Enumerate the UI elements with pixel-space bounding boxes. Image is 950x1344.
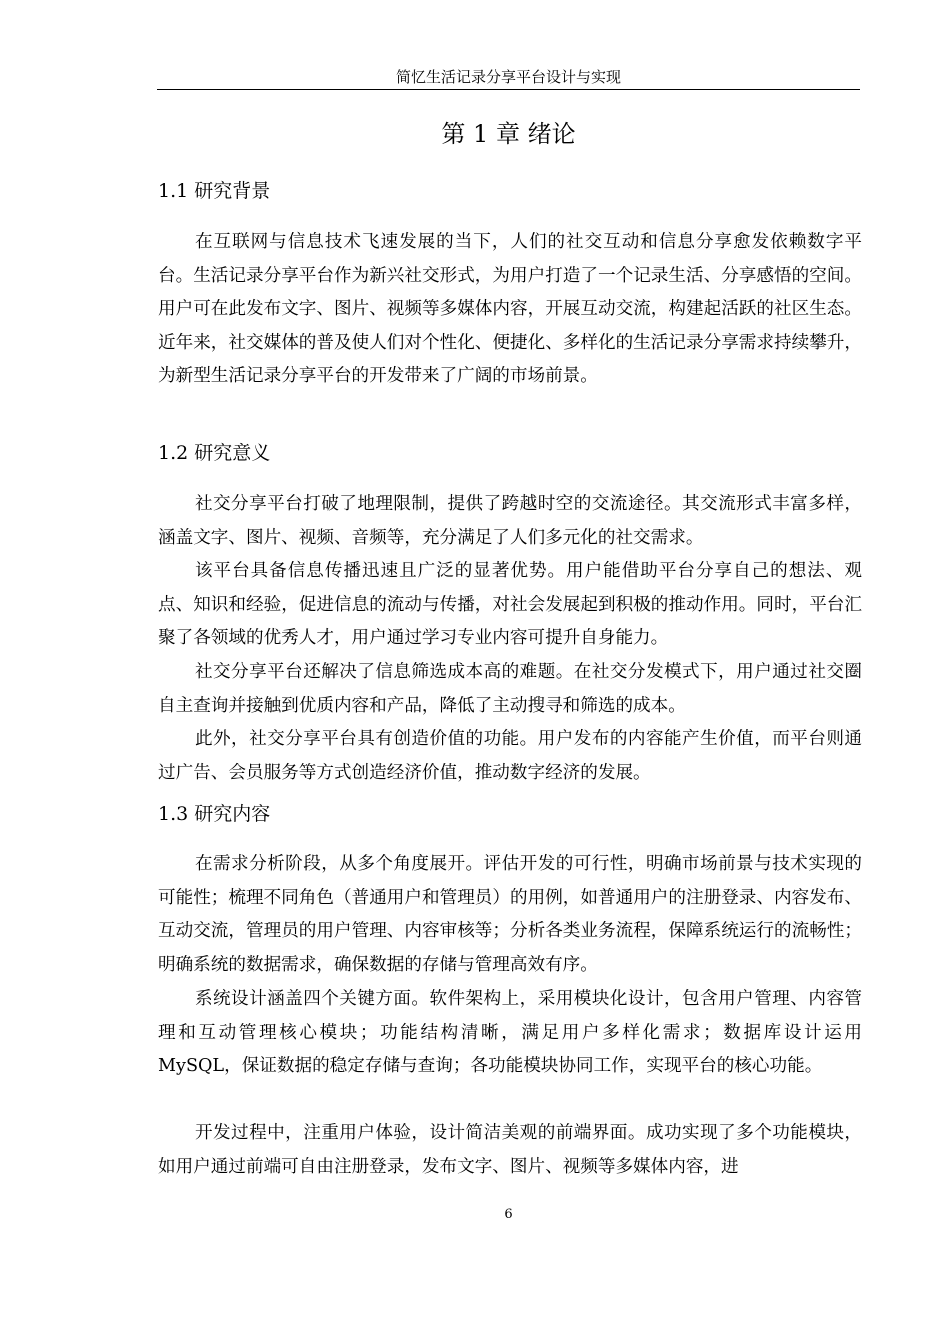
paragraph: 此外，社交分享平台具有创造价值的功能。用户发布的内容能产生价值，而平台则通过广告、会员服务等方式创造经济价值，推动数字经济的发展。: [158, 729, 862, 783]
chapter-title: 第 1 章 绪论: [441, 120, 576, 148]
paragraph: 开发过程中，注重用户体验，设计简洁美观的前端界面。成功实现了多个功能模块，如用户通过前端可自由注册登录，发布文字、图片、视频等多媒体内容，进: [158, 1123, 862, 1177]
header-rule: [157, 89, 860, 90]
paragraph: 该平台具备信息传播迅速且广泛的显著优势。用户能借助平台分享自己的想法、观点、知识和经验，促进信息的流动与传播，对社会发展起到积极的推动作用。同时，平台汇聚了各领域的优秀人才，用户通过学习专业内容可提升自身能力。: [158, 561, 862, 649]
paragraph: 社交分享平台打破了地理限制，提供了跨越时空的交流途径。其交流形式丰富多样，涵盖文字、图片、视频、音频等，充分满足了人们多元化的社交需求。: [158, 494, 862, 548]
section-heading-1-1: 1.1 研究背景: [158, 180, 271, 202]
running-header: 简忆生活记录分享平台设计与实现: [395, 68, 621, 86]
paragraph: 社交分享平台还解决了信息筛选成本高的难题。在社交分发模式下，用户通过社交圈自主查询并接触到优质内容和产品，降低了主动搜寻和筛选的成本。: [158, 662, 862, 716]
section-heading-1-2: 1.2 研究意义: [158, 442, 271, 464]
paragraph: 在互联网与信息技术飞速发展的当下，人们的社交互动和信息分享愈发依赖数字平台。生活记录分享平台作为新兴社交形式，为用户打造了一个记录生活、分享感悟的空间。用户可在此发布文字、图片、视频等多媒体内容，开展互动交流，构建起活跃的社区生态。近年来，社交媒体的普及使人们对个性化、便捷化、多样化的生活记录分享需求持续攀升，为新型生活记录分享平台的开发带来了广阔的市场前景。: [158, 232, 862, 387]
page-number: 6: [504, 1207, 513, 1222]
section-heading-1-3: 1.3 研究内容: [158, 803, 271, 825]
paragraph: 在需求分析阶段，从多个角度展开。评估开发的可行性，明确市场前景与技术实现的可能性；梳理不同角色（普通用户和管理员）的用例，如普通用户的注册登录、内容发布、互动交流，管理员的用户管理、内容审核等；分析各类业务流程，保障系统运行的流畅性；明确系统的数据需求，确保数据的存储与管理高效有序。: [158, 854, 862, 975]
paragraph: 系统设计涵盖四个关键方面。软件架构上，采用模块化设计，包含用户管理、内容管理和互动管理核心模块；功能结构清晰，满足用户多样化需求；数据库设计运用 MySQL，保证数据的稳定存储与查询；各功能模块协同工作，实现平台的核心功能。: [158, 989, 862, 1077]
